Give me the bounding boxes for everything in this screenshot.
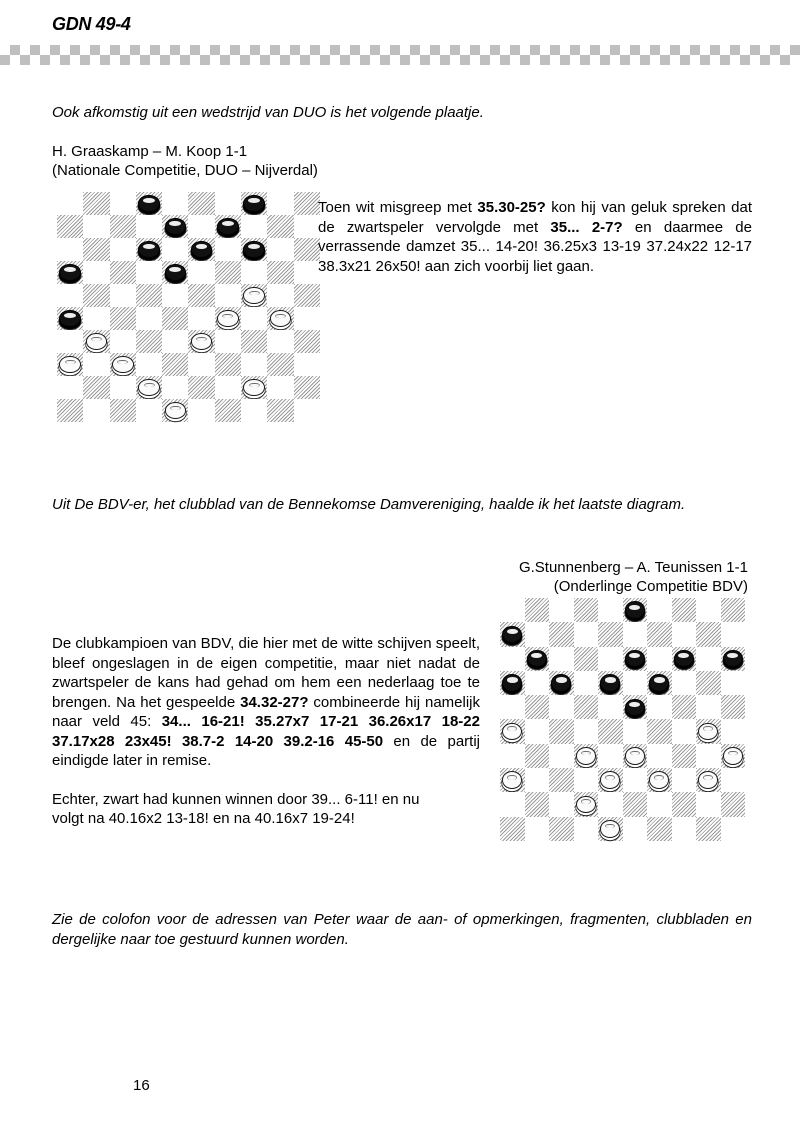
board-square-r1-c7	[672, 622, 697, 646]
board-square-r7-c0	[500, 768, 525, 792]
game1-players: H. Graaskamp – M. Koop 1-1	[52, 143, 248, 160]
board-square-r3-c7	[241, 261, 267, 284]
board-square-r8-c7	[672, 792, 697, 816]
commentary-span-0: De clubkampioen van BDV, die hier met de witte schijven speelt, bleef ongeslagen in de eigen competitie, maar niet nadat de zwartspeler de kans had gehad om hem een nederlaag toe te brengen. Na het gespeelde	[52, 635, 480, 711]
board-square-r0-c9	[721, 598, 746, 622]
board-square-r3-c1	[83, 261, 109, 284]
board-square-r9-c5	[623, 817, 648, 841]
white-piece	[191, 333, 213, 350]
board-square-r1-c4	[162, 215, 188, 238]
board-square-r5-c7	[672, 719, 697, 743]
board-square-r2-c5	[623, 647, 648, 671]
board-square-r3-c7	[672, 671, 697, 695]
board-square-r7-c6	[215, 353, 241, 376]
game1-event: (Nationale Competitie, DUO – Nijverdal)	[52, 162, 318, 179]
commentary-span-4: en de partij eindigde later in remise.	[52, 732, 480, 769]
white-piece	[649, 771, 669, 788]
board-square-r8-c6	[647, 792, 672, 816]
board-square-r6-c6	[215, 330, 241, 353]
white-piece	[625, 747, 645, 764]
board-square-r5-c5	[623, 719, 648, 743]
black-piece	[165, 218, 187, 235]
black-piece	[600, 674, 620, 691]
commentary-span-2: kon hij van geluk spreken dat de zwartspeler vervolgde met	[318, 199, 752, 236]
commentary-span-3: 34... 16-21! 35.27x7 17-21 36.26x17 18-22 37.17x28 23x45! 38.7-2 14-20 39.2-16 45-50	[52, 713, 480, 750]
board-square-r1-c6	[647, 622, 672, 646]
board-square-r1-c0	[500, 622, 525, 646]
draughts-board-game1	[57, 192, 320, 422]
game2-commentary-tail-line1: Echter, zwart had kunnen winnen door 39... 6-11! en nu	[52, 791, 420, 808]
game1-commentary	[318, 198, 752, 276]
board-square-r8-c0	[500, 792, 525, 816]
white-piece	[243, 379, 265, 396]
board-square-r8-c1	[83, 376, 109, 399]
board-square-r4-c6	[215, 284, 241, 307]
white-piece	[86, 333, 108, 350]
board-square-r8-c6	[215, 376, 241, 399]
board-square-r4-c9	[294, 284, 320, 307]
black-piece	[243, 241, 265, 258]
black-piece	[502, 626, 522, 643]
black-piece	[723, 650, 743, 667]
board-square-r4-c4	[162, 284, 188, 307]
board-square-r4-c6	[647, 695, 672, 719]
board-square-r4-c2	[549, 695, 574, 719]
board-square-r0-c7	[241, 192, 267, 215]
white-piece	[138, 379, 160, 396]
board-square-r5-c2	[110, 307, 136, 330]
board-square-r9-c1	[525, 817, 550, 841]
draughts-board-game2	[500, 598, 745, 841]
board-square-r4-c5	[188, 284, 214, 307]
black-piece	[625, 650, 645, 667]
board-square-r9-c7	[241, 399, 267, 422]
black-piece	[674, 650, 694, 667]
board-square-r9-c5	[188, 399, 214, 422]
board-square-r1-c5	[188, 215, 214, 238]
board-square-r0-c4	[598, 598, 623, 622]
board-square-r0-c4	[162, 192, 188, 215]
black-piece	[138, 195, 160, 212]
game2-commentary	[52, 634, 480, 771]
board-square-r0-c3	[136, 192, 162, 215]
board-square-r7-c8	[696, 768, 721, 792]
board-square-r3-c0	[57, 261, 83, 284]
white-piece	[112, 356, 134, 373]
board-square-r9-c9	[721, 817, 746, 841]
board-square-r1-c0	[57, 215, 83, 238]
board-square-r1-c3	[574, 622, 599, 646]
board-square-r5-c3	[136, 307, 162, 330]
board-square-r7-c2	[110, 353, 136, 376]
board-square-r4-c0	[500, 695, 525, 719]
middle-paragraph: Uit De BDV-er, het clubblad van de Bennekomse Damvereniging, haalde ik het laatste diagram.	[52, 496, 686, 513]
board-square-r4-c8	[267, 284, 293, 307]
board-square-r0-c8	[267, 192, 293, 215]
white-piece	[165, 402, 187, 419]
commentary-span-2: combineerde hij namelijk naar veld 45:	[52, 693, 480, 730]
board-square-r7-c3	[136, 353, 162, 376]
game2-event: (Onderlinge Competitie BDV)	[553, 578, 748, 595]
board-square-r4-c1	[83, 284, 109, 307]
board-square-r8-c8	[696, 792, 721, 816]
black-piece	[59, 264, 81, 281]
board-square-r4-c4	[598, 695, 623, 719]
board-square-r5-c8	[696, 719, 721, 743]
board-square-r6-c3	[574, 744, 599, 768]
board-square-r2-c8	[267, 238, 293, 261]
white-piece	[243, 287, 265, 304]
board-square-r4-c8	[696, 695, 721, 719]
board-square-r3-c0	[500, 671, 525, 695]
board-square-r2-c1	[83, 238, 109, 261]
white-piece	[698, 771, 718, 788]
board-square-r8-c2	[549, 792, 574, 816]
board-square-r6-c0	[57, 330, 83, 353]
board-square-r0-c6	[215, 192, 241, 215]
board-square-r6-c6	[647, 744, 672, 768]
board-square-r3-c3	[574, 671, 599, 695]
board-square-r4-c7	[241, 284, 267, 307]
board-square-r5-c1	[83, 307, 109, 330]
board-square-r6-c2	[549, 744, 574, 768]
board-square-r4-c9	[721, 695, 746, 719]
board-square-r8-c3	[574, 792, 599, 816]
page-title: GDN 49-4	[52, 14, 131, 34]
board-square-r3-c4	[598, 671, 623, 695]
board-square-r2-c6	[647, 647, 672, 671]
board-square-r3-c6	[647, 671, 672, 695]
board-square-r2-c6	[215, 238, 241, 261]
commentary-span-4: en daarmee de verrassende damzet 35... 14-20! 36.25x3 13-19 37.24x22 12-17 38.3x21 26x50! aan zich voorbij liet gaan.	[318, 218, 752, 275]
board-square-r1-c9	[721, 622, 746, 646]
black-piece	[138, 241, 160, 258]
board-square-r5-c1	[525, 719, 550, 743]
board-square-r1-c7	[241, 215, 267, 238]
board-square-r1-c1	[525, 622, 550, 646]
board-square-r5-c2	[549, 719, 574, 743]
board-square-r0-c0	[57, 192, 83, 215]
board-square-r6-c5	[623, 744, 648, 768]
board-square-r1-c4	[598, 622, 623, 646]
board-square-r6-c1	[83, 330, 109, 353]
board-square-r8-c9	[721, 792, 746, 816]
board-square-r3-c8	[267, 261, 293, 284]
board-square-r8-c3	[136, 376, 162, 399]
white-piece	[502, 771, 522, 788]
board-square-r1-c3	[136, 215, 162, 238]
board-square-r7-c6	[647, 768, 672, 792]
board-square-r0-c1	[525, 598, 550, 622]
board-square-r6-c7	[241, 330, 267, 353]
board-square-r0-c5	[623, 598, 648, 622]
white-piece	[600, 820, 620, 837]
board-square-r1-c5	[623, 622, 648, 646]
board-square-r8-c4	[162, 376, 188, 399]
board-square-r4-c1	[525, 695, 550, 719]
board-square-r3-c6	[215, 261, 241, 284]
board-square-r9-c9	[294, 399, 320, 422]
board-square-r9-c8	[267, 399, 293, 422]
board-square-r2-c1	[525, 647, 550, 671]
board-square-r6-c2	[110, 330, 136, 353]
board-square-r3-c1	[525, 671, 550, 695]
board-square-r2-c7	[241, 238, 267, 261]
white-piece	[270, 310, 292, 327]
board-square-r5-c5	[188, 307, 214, 330]
board-square-r7-c2	[549, 768, 574, 792]
board-square-r2-c5	[188, 238, 214, 261]
board-square-r0-c7	[672, 598, 697, 622]
board-square-r7-c4	[162, 353, 188, 376]
board-square-r7-c7	[672, 768, 697, 792]
board-square-r9-c1	[83, 399, 109, 422]
commentary-span-1: 34.32-27?	[240, 693, 309, 711]
board-square-r8-c8	[267, 376, 293, 399]
board-square-r9-c6	[647, 817, 672, 841]
board-square-r2-c9	[721, 647, 746, 671]
board-square-r3-c5	[188, 261, 214, 284]
board-square-r5-c4	[598, 719, 623, 743]
board-square-r5-c9	[294, 307, 320, 330]
board-square-r6-c4	[598, 744, 623, 768]
board-square-r8-c1	[525, 792, 550, 816]
board-square-r2-c3	[136, 238, 162, 261]
board-square-r1-c8	[696, 622, 721, 646]
white-piece	[217, 310, 239, 327]
board-square-r6-c8	[267, 330, 293, 353]
board-square-r2-c0	[500, 647, 525, 671]
board-square-r1-c9	[294, 215, 320, 238]
white-piece	[502, 723, 522, 741]
black-piece	[625, 601, 645, 618]
black-piece	[527, 650, 547, 667]
board-square-r4-c3	[136, 284, 162, 307]
white-piece	[600, 771, 620, 788]
black-piece	[551, 674, 571, 691]
board-square-r4-c2	[110, 284, 136, 307]
board-square-r6-c0	[500, 744, 525, 768]
black-piece	[59, 310, 81, 327]
board-square-r0-c6	[647, 598, 672, 622]
closing-paragraph: Zie de colofon voor de adressen van Peter waar de aan- of opmerkingen, fragmenten, clubbladen en dergelijke naar toe gestuurd kunnen worden.	[52, 911, 752, 948]
white-piece	[576, 747, 596, 764]
board-square-r5-c0	[500, 719, 525, 743]
board-square-r3-c2	[549, 671, 574, 695]
board-square-r3-c8	[696, 671, 721, 695]
board-square-r1-c6	[215, 215, 241, 238]
board-square-r8-c9	[294, 376, 320, 399]
game2-players: G.Stunnenberg – A. Teunissen 1-1	[518, 559, 748, 576]
board-square-r2-c7	[672, 647, 697, 671]
board-square-r5-c9	[721, 719, 746, 743]
board-square-r8-c4	[598, 792, 623, 816]
board-square-r0-c3	[574, 598, 599, 622]
board-square-r8-c7	[241, 376, 267, 399]
board-square-r5-c6	[215, 307, 241, 330]
board-square-r1-c8	[267, 215, 293, 238]
board-square-r8-c5	[623, 792, 648, 816]
white-piece	[723, 747, 743, 764]
checkerboard-band-icon	[0, 45, 800, 65]
board-square-r5-c4	[162, 307, 188, 330]
board-square-r7-c0	[57, 353, 83, 376]
board-square-r2-c4	[598, 647, 623, 671]
black-piece	[165, 264, 187, 281]
board-square-r6-c4	[162, 330, 188, 353]
board-square-r6-c3	[136, 330, 162, 353]
board-square-r5-c8	[267, 307, 293, 330]
board-square-r8-c5	[188, 376, 214, 399]
board-square-r3-c3	[136, 261, 162, 284]
board-square-r5-c6	[647, 719, 672, 743]
game2-commentary-tail-line2: volgt na 40.16x2 13-18! en na 40.16x7 19-24!	[52, 810, 355, 827]
board-square-r4-c5	[623, 695, 648, 719]
board-square-r9-c7	[672, 817, 697, 841]
board-square-r7-c8	[267, 353, 293, 376]
board-square-r9-c6	[215, 399, 241, 422]
board-square-r6-c1	[525, 744, 550, 768]
board-square-r7-c7	[241, 353, 267, 376]
board-square-r8-c0	[57, 376, 83, 399]
board-square-r0-c8	[696, 598, 721, 622]
board-square-r4-c0	[57, 284, 83, 307]
board-square-r6-c5	[188, 330, 214, 353]
board-square-r9-c3	[574, 817, 599, 841]
board-square-r2-c0	[57, 238, 83, 261]
board-square-r9-c0	[57, 399, 83, 422]
board-square-r7-c4	[598, 768, 623, 792]
board-square-r3-c9	[721, 671, 746, 695]
board-square-r2-c3	[574, 647, 599, 671]
board-square-r1-c2	[549, 622, 574, 646]
board-square-r5-c7	[241, 307, 267, 330]
page-number: 16	[133, 1077, 150, 1094]
board-square-r9-c4	[162, 399, 188, 422]
board-square-r3-c4	[162, 261, 188, 284]
board-square-r9-c8	[696, 817, 721, 841]
board-square-r7-c9	[721, 768, 746, 792]
board-square-r0-c0	[500, 598, 525, 622]
board-square-r7-c1	[83, 353, 109, 376]
board-square-r6-c7	[672, 744, 697, 768]
board-square-r6-c8	[696, 744, 721, 768]
white-piece	[576, 796, 596, 813]
board-square-r7-c9	[294, 353, 320, 376]
board-square-r7-c5	[188, 353, 214, 376]
board-square-r3-c2	[110, 261, 136, 284]
board-square-r9-c4	[598, 817, 623, 841]
board-square-r3-c9	[294, 261, 320, 284]
board-square-r9-c3	[136, 399, 162, 422]
black-piece	[502, 674, 522, 691]
board-square-r3-c5	[623, 671, 648, 695]
board-square-r0-c9	[294, 192, 320, 215]
board-square-r6-c9	[294, 330, 320, 353]
board-square-r7-c5	[623, 768, 648, 792]
board-square-r4-c3	[574, 695, 599, 719]
board-square-r0-c5	[188, 192, 214, 215]
board-square-r6-c9	[721, 744, 746, 768]
board-square-r7-c3	[574, 768, 599, 792]
commentary-span-0: Toen wit misgreep met	[318, 199, 478, 216]
black-piece	[649, 674, 669, 691]
commentary-span-1: 35.30-25?	[477, 199, 546, 216]
black-piece	[217, 218, 239, 235]
black-piece	[191, 241, 213, 258]
board-square-r2-c2	[110, 238, 136, 261]
commentary-span-3: 35... 2-7?	[550, 218, 623, 236]
board-square-r2-c9	[294, 238, 320, 261]
board-square-r2-c2	[549, 647, 574, 671]
black-piece	[243, 195, 265, 212]
board-square-r9-c2	[110, 399, 136, 422]
board-square-r1-c2	[110, 215, 136, 238]
board-square-r4-c7	[672, 695, 697, 719]
board-square-r8-c2	[110, 376, 136, 399]
board-square-r0-c1	[83, 192, 109, 215]
black-piece	[625, 699, 645, 716]
board-square-r9-c0	[500, 817, 525, 841]
board-square-r5-c0	[57, 307, 83, 330]
board-square-r9-c2	[549, 817, 574, 841]
intro-paragraph: Ook afkomstig uit een wedstrijd van DUO is het volgende plaatje.	[52, 104, 484, 121]
board-square-r5-c3	[574, 719, 599, 743]
board-square-r0-c2	[549, 598, 574, 622]
white-piece	[698, 723, 718, 741]
board-square-r7-c1	[525, 768, 550, 792]
board-square-r0-c2	[110, 192, 136, 215]
board-square-r2-c8	[696, 647, 721, 671]
board-square-r1-c1	[83, 215, 109, 238]
white-piece	[59, 356, 81, 373]
board-square-r2-c4	[162, 238, 188, 261]
